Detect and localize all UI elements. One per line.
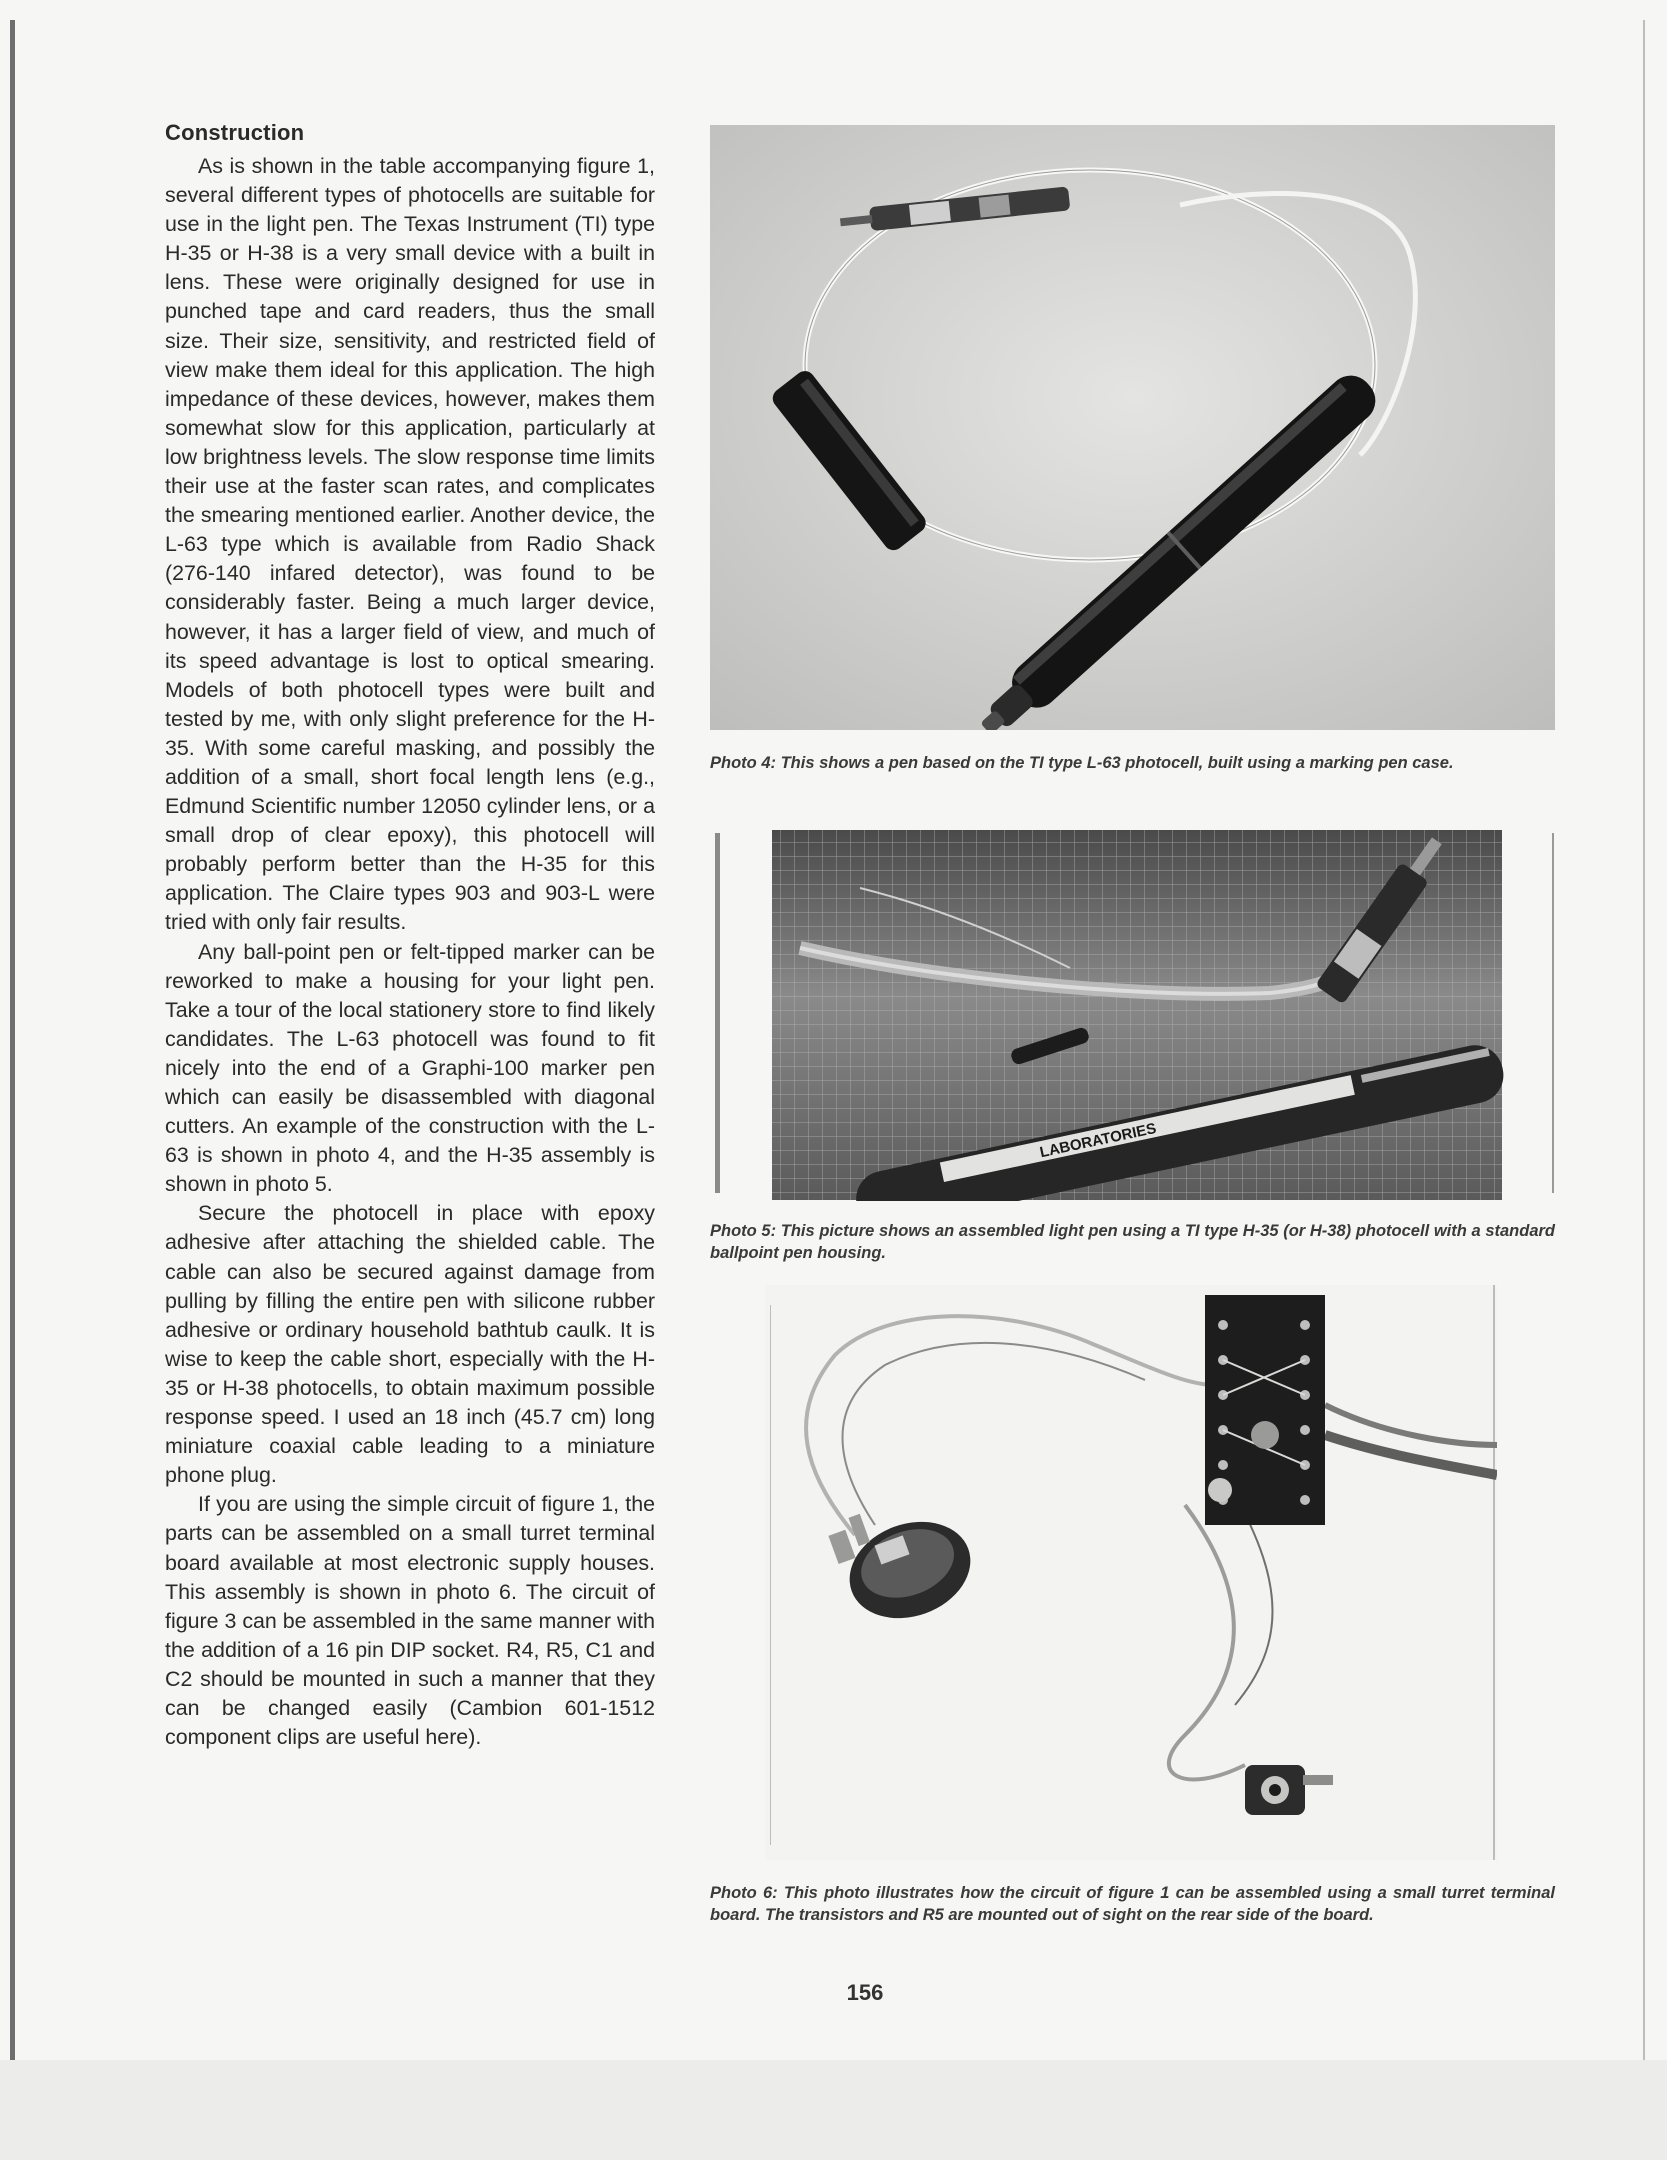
- bottom-margin: [0, 2060, 1667, 2160]
- text-column: [165, 120, 655, 1752]
- section-heading: Construction: [165, 120, 305, 145]
- photo-5: [710, 828, 1555, 1201]
- page-number: 156: [846, 1980, 884, 2005]
- page-edge: [1643, 20, 1645, 2060]
- photo-6-caption: Photo 6: This photo illustrates how the circuit of figure 1 can be assembled using a small turret terminal board. The transistors and R5 are mounted out of sight on the rear side of the board.: [710, 1884, 1555, 1924]
- photo-4-caption: Photo 4: This shows a pen based on the TI type L-63 photocell, built using a marking pen case.: [710, 754, 1454, 772]
- paragraph-assembly: If you are using the simple circuit of figure 1, the parts can be assembled on a small turret terminal board available at most electronic supply houses. This assembly is shown in photo 6. The circuit of figure 3 can be assembled in the same manner with the addition of a 16 pin DIP socket. R4, R5, C1 and C2 should be mounted in such a manner that they can be changed easily (Cambion 601-1512 component clips are useful here).: [165, 1492, 655, 1750]
- photo-5-image: [710, 828, 1555, 1201]
- photo-5-pen-label: LABORATORIES: [1038, 1119, 1158, 1162]
- photo-4-image: [710, 125, 1555, 730]
- photo-5-caption: Photo 5: This picture shows an assembled light pen using a TI type H-35 (or H-38) photocell with a standard ballpoint pen housing.: [710, 1222, 1555, 1262]
- photo-4: [710, 125, 1555, 730]
- paragraph-securing: Secure the photocell in place with epoxy adhesive after attaching the shielded cable. The cable can also be secured against damage from pulling by filling the entire pen with silicone rubber adhesive or ordinary household bathtub caulk. It is wise to keep the cable short, especially with the H-35 or H-38 photocells, to obtain maximum possible response speed. I used an 18 inch (45.7 cm) long miniature coaxial cable leading to a miniature phone plug.: [165, 1201, 655, 1488]
- photo-6-image: [765, 1285, 1497, 1860]
- paragraph-photocells: As is shown in the table accompanying figure 1, several different types of photocells are suitable for use in the light pen. The Texas Instrument (TI) type H-35 or H-38 is a very small device with a built in lens. These were originally designed for use in punched tape and card readers, thus the small size. Their size, sensitivity, and restricted field of view make them ideal for this application. The high impedance of these devices, however, makes them somewhat slow for this application, particularly at low brightness levels. The slow response time limits their use at the faster scan rates, and complicates the smearing mentioned earlier. Another device, the L-63 type which is available from Radio Shack (276-140 infared detector), was found to be considerably faster. Being a much larger device, however, it has a larger field of view, and much of its speed advantage is lost to optical smearing. Models of both photocell types were built and tested by me, with only slight preference for the H-35. With some careful masking, and possibly the addition of a small, short focal length lens (e.g., Edmund Scientific number 12050 cylinder lens, or a small drop of clear epoxy), this photocell will probably perform better than the H-35 for this application. The Claire types 903 and 903-L were tried with only fair results.: [165, 154, 655, 935]
- photo-6: [765, 1285, 1497, 1860]
- paragraph-housing: Any ball-point pen or felt-tipped marker can be reworked to make a housing for your light pen. Take a tour of the local stationery store to find likely candidates. The L-63 photocell was found to fit nicely into the end of a Graphi-100 marker pen which can easily be disassembled with diagonal cutters. An example of the construction with the L-63 is shown in photo 4, and the H-35 assembly is shown in photo 5.: [165, 939, 655, 1197]
